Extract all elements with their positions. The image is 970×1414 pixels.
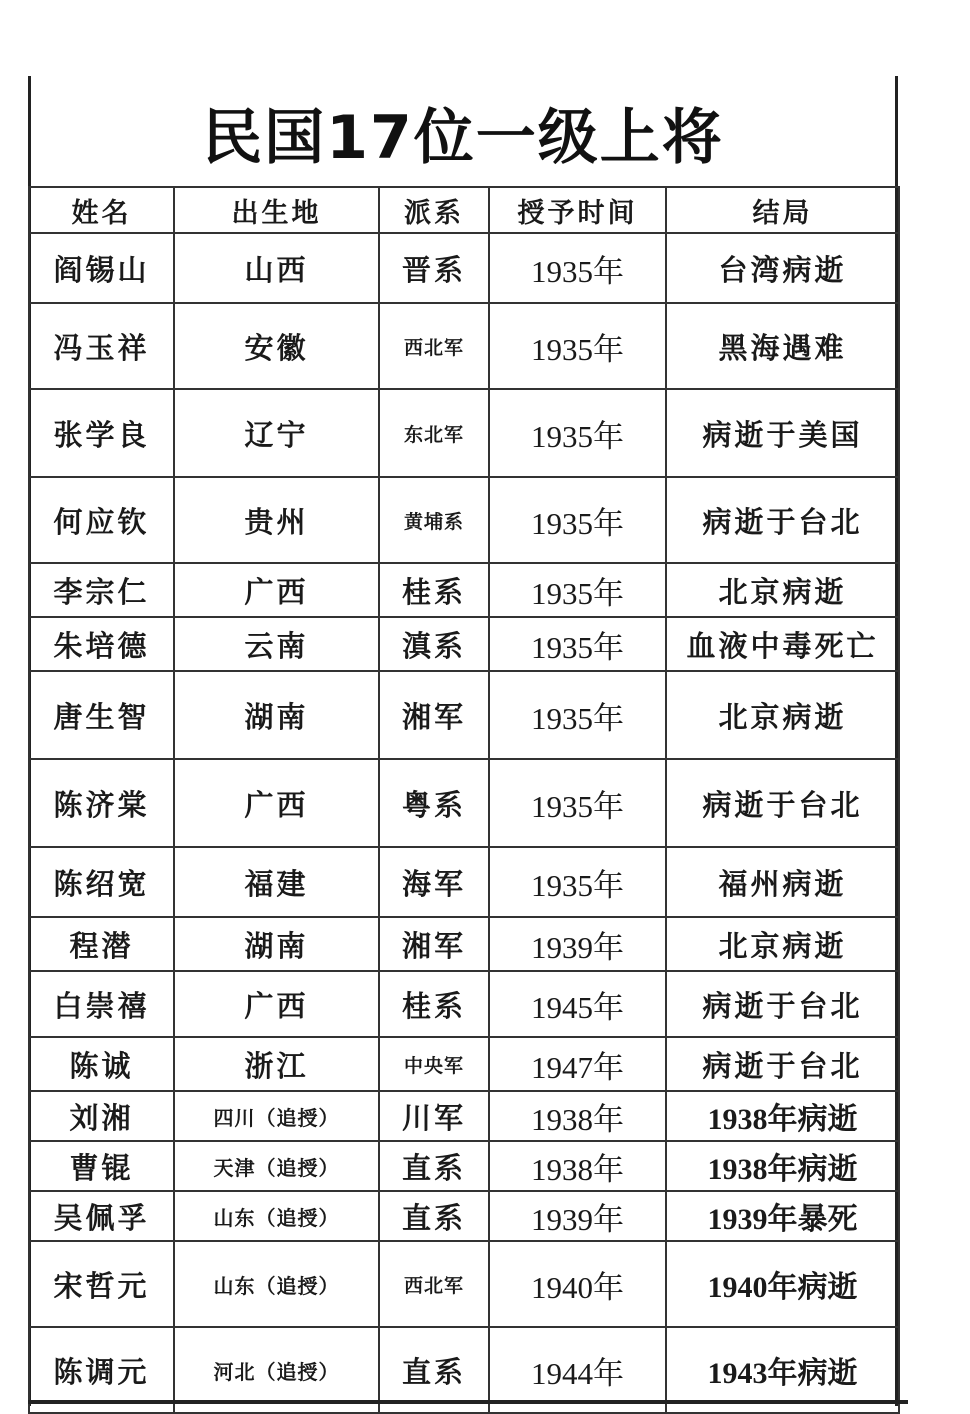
cell-faction: 桂系 xyxy=(379,971,489,1037)
cell-year: 1947年 xyxy=(489,1037,666,1091)
cell-name: 朱培德 xyxy=(29,617,174,671)
cell-faction: 直系 xyxy=(379,1327,489,1413)
cell-year: 1938年 xyxy=(489,1141,666,1191)
cell-fate: 病逝于台北 xyxy=(666,1037,899,1091)
cell-fate: 病逝于台北 xyxy=(666,971,899,1037)
cell-name: 陈诚 xyxy=(29,1037,174,1091)
cell-year: 1935年 xyxy=(489,617,666,671)
cell-birthplace: 贵州 xyxy=(174,477,379,563)
cell-year: 1935年 xyxy=(489,563,666,617)
cell-birthplace: 广西 xyxy=(174,759,379,847)
cell-name: 阎锡山 xyxy=(29,233,174,303)
cell-faction: 滇系 xyxy=(379,617,489,671)
cell-name: 吴佩孚 xyxy=(29,1191,174,1241)
cell-year: 1935年 xyxy=(489,477,666,563)
cell-year: 1940年 xyxy=(489,1241,666,1327)
cell-birthplace: 浙江 xyxy=(174,1037,379,1091)
cell-faction: 湘军 xyxy=(379,917,489,971)
cell-year: 1935年 xyxy=(489,759,666,847)
table-row xyxy=(29,1241,899,1327)
cell-birthplace: 福建 xyxy=(174,847,379,917)
cell-faction: 川军 xyxy=(379,1091,489,1141)
cell-faction: 西北军 xyxy=(379,303,489,389)
cell-fate: 1938年病逝 xyxy=(666,1091,899,1141)
table-row xyxy=(29,759,899,847)
table-row xyxy=(29,233,899,303)
table-row xyxy=(29,1037,899,1091)
cell-fate: 北京病逝 xyxy=(666,563,899,617)
bottom-rule xyxy=(28,1400,908,1404)
cell-birthplace: 河北（追授） xyxy=(174,1327,379,1413)
cell-year: 1935年 xyxy=(489,389,666,477)
cell-faction: 海军 xyxy=(379,847,489,917)
cell-fate: 北京病逝 xyxy=(666,917,899,971)
table-row xyxy=(29,971,899,1037)
cell-fate: 台湾病逝 xyxy=(666,233,899,303)
cell-birthplace: 山西 xyxy=(174,233,379,303)
cell-year: 1944年 xyxy=(489,1327,666,1413)
cell-name: 唐生智 xyxy=(29,671,174,759)
cell-faction: 直系 xyxy=(379,1191,489,1241)
cell-birthplace: 云南 xyxy=(174,617,379,671)
cell-fate: 病逝于台北 xyxy=(666,477,899,563)
cell-faction: 湘军 xyxy=(379,671,489,759)
cell-birthplace: 辽宁 xyxy=(174,389,379,477)
table-row xyxy=(29,563,899,617)
table-row xyxy=(29,1091,899,1141)
cell-name: 李宗仁 xyxy=(29,563,174,617)
cell-year: 1938年 xyxy=(489,1091,666,1141)
cell-year: 1939年 xyxy=(489,1191,666,1241)
cell-faction: 桂系 xyxy=(379,563,489,617)
table-row xyxy=(29,389,899,477)
cell-year: 1935年 xyxy=(489,233,666,303)
cell-birthplace: 湖南 xyxy=(174,917,379,971)
header-row xyxy=(29,187,899,233)
cell-year: 1939年 xyxy=(489,917,666,971)
cell-name: 曹锟 xyxy=(29,1141,174,1191)
cell-birthplace: 四川（追授） xyxy=(174,1091,379,1141)
cell-fate: 病逝于台北 xyxy=(666,759,899,847)
table-row xyxy=(29,303,899,389)
cell-year: 1935年 xyxy=(489,303,666,389)
header-faction: 派系 xyxy=(379,187,489,233)
cell-faction: 晋系 xyxy=(379,233,489,303)
cell-name: 宋哲元 xyxy=(29,1241,174,1327)
cell-birthplace: 安徽 xyxy=(174,303,379,389)
cell-fate: 血液中毒死亡 xyxy=(666,617,899,671)
cell-faction: 黄埔系 xyxy=(379,477,489,563)
cell-name: 程潜 xyxy=(29,917,174,971)
cell-fate: 黑海遇难 xyxy=(666,303,899,389)
header-year: 授予时间 xyxy=(489,187,666,233)
cell-fate: 病逝于美国 xyxy=(666,389,899,477)
page-title: 民国17位一级上将 xyxy=(202,103,724,173)
cell-birthplace: 广西 xyxy=(174,563,379,617)
cell-faction: 中央军 xyxy=(379,1037,489,1091)
table-row xyxy=(29,1191,899,1241)
table-row xyxy=(29,917,899,971)
cell-fate: 北京病逝 xyxy=(666,671,899,759)
cell-faction: 直系 xyxy=(379,1141,489,1191)
cell-fate: 1939年暴死 xyxy=(666,1191,899,1241)
header-birthplace: 出生地 xyxy=(174,187,379,233)
cell-fate: 福州病逝 xyxy=(666,847,899,917)
cell-birthplace: 广西 xyxy=(174,971,379,1037)
cell-name: 陈绍宽 xyxy=(29,847,174,917)
cell-year: 1935年 xyxy=(489,847,666,917)
cell-name: 刘湘 xyxy=(29,1091,174,1141)
table-row xyxy=(29,847,899,917)
cell-faction: 粤系 xyxy=(379,759,489,847)
cell-name: 白崇禧 xyxy=(29,971,174,1037)
table-row xyxy=(29,477,899,563)
cell-name: 何应钦 xyxy=(29,477,174,563)
cell-birthplace: 山东（追授） xyxy=(174,1241,379,1327)
cell-fate: 1940年病逝 xyxy=(666,1241,899,1327)
cell-faction: 西北军 xyxy=(379,1241,489,1327)
cell-birthplace: 山东（追授） xyxy=(174,1191,379,1241)
cell-faction: 东北军 xyxy=(379,389,489,477)
cell-fate: 1938年病逝 xyxy=(666,1141,899,1191)
generals-table xyxy=(28,186,900,1414)
cell-name: 陈济棠 xyxy=(29,759,174,847)
cell-name: 陈调元 xyxy=(29,1327,174,1413)
cell-birthplace: 湖南 xyxy=(174,671,379,759)
header-fate: 结局 xyxy=(666,187,899,233)
cell-fate: 1943年病逝 xyxy=(666,1327,899,1413)
table-row xyxy=(29,1141,899,1191)
table-row xyxy=(29,671,899,759)
cell-year: 1935年 xyxy=(489,671,666,759)
cell-name: 张学良 xyxy=(29,389,174,477)
table-row xyxy=(29,617,899,671)
cell-name: 冯玉祥 xyxy=(29,303,174,389)
cell-birthplace: 天津（追授） xyxy=(174,1141,379,1191)
header-name: 姓名 xyxy=(29,187,174,233)
cell-year: 1945年 xyxy=(489,971,666,1037)
